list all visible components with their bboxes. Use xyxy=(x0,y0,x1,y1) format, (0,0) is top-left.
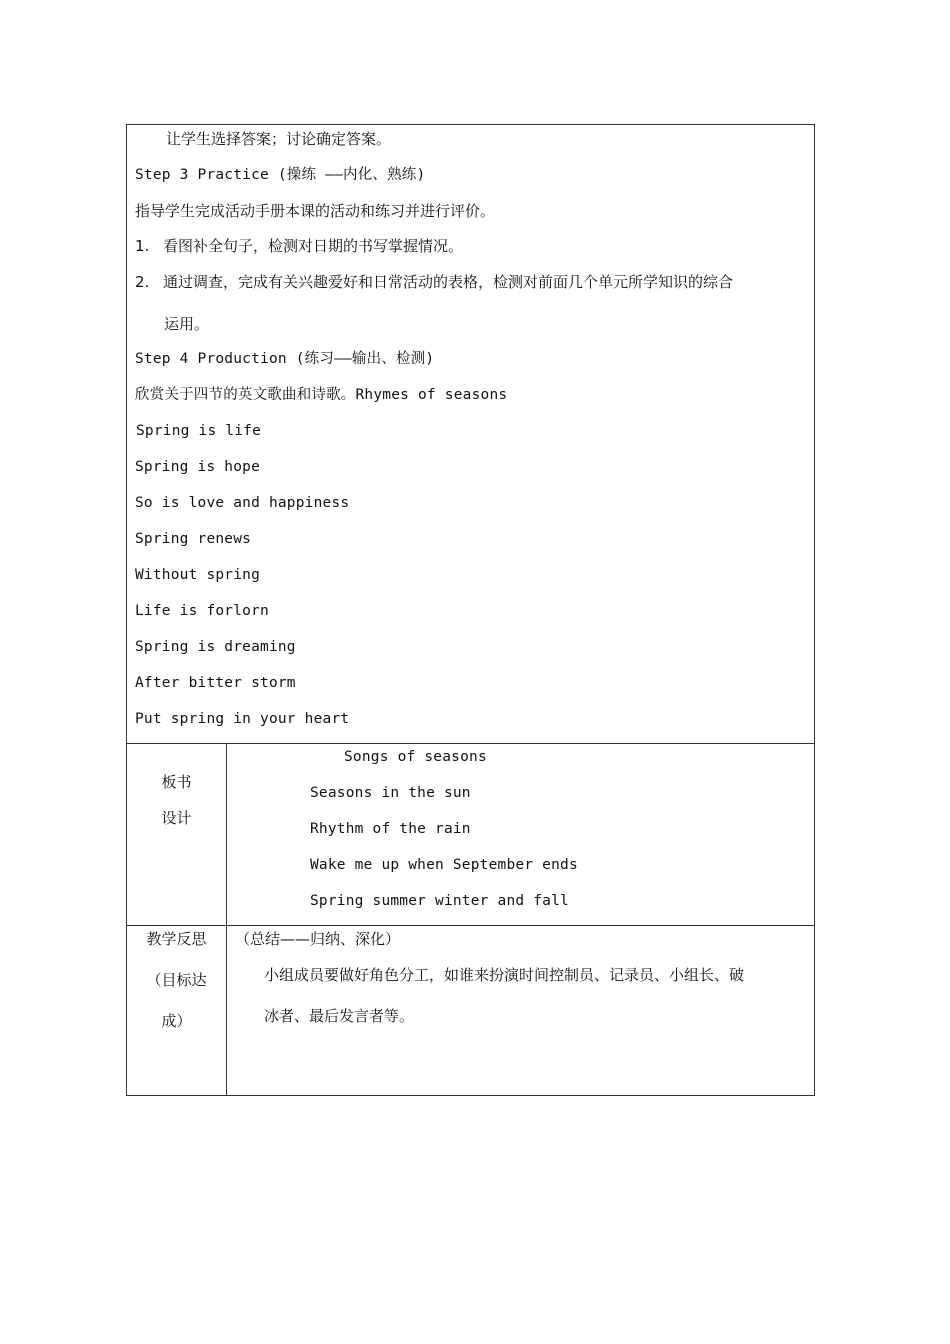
poem-line: Spring renews xyxy=(135,531,252,547)
row-divider-reflection xyxy=(127,925,814,926)
poem-line: Put spring in your heart xyxy=(135,711,350,727)
board-design-line: Seasons in the sun xyxy=(310,785,471,801)
reflection-label-line3: 成） xyxy=(161,1012,192,1030)
step3-description: 指导学生完成活动手册本课的活动和练习并进行评价。 xyxy=(135,202,496,220)
reflection-label-line1: 教学反思 xyxy=(146,930,207,948)
step4-description: 欣赏关于四节的英文歌曲和诗歌。Rhymes of seasons xyxy=(135,387,508,403)
board-design-line: Rhythm of the rain xyxy=(310,821,471,837)
list-item-2-continued: 运用。 xyxy=(164,315,210,333)
poem-line: After bitter storm xyxy=(135,675,296,691)
list-item-1-text: 看图补全句子，检测对日期的书写掌握情况。 xyxy=(163,237,464,255)
poem-line: Spring is hope xyxy=(135,459,261,475)
step4-heading: Step 4 Production (练习——输出、检测) xyxy=(135,351,435,367)
reflection-body-line1: 小组成员要做好角色分工，如谁来扮演时间控制员、记录员、小组长、破 xyxy=(264,966,745,984)
board-design-line: Wake me up when September ends xyxy=(310,857,578,873)
list-item-1-number: 1. xyxy=(135,237,150,255)
row-divider-board xyxy=(127,743,814,744)
poem-line: So is love and happiness xyxy=(135,495,350,511)
poem-line: Without spring xyxy=(135,567,261,583)
column-divider xyxy=(226,743,227,1096)
reflection-summary-heading: （总结——归纳、深化） xyxy=(235,930,401,948)
poem-line: Spring is dreaming xyxy=(135,639,296,655)
list-item-2-number: 2. xyxy=(135,273,150,291)
list-item-1 xyxy=(135,236,463,256)
reflection-label-line2: （目标达 xyxy=(146,971,207,989)
intro-line: 让学生选择答案；讨论确定答案。 xyxy=(166,130,392,148)
board-design-title: Songs of seasons xyxy=(344,749,487,765)
list-item-2 xyxy=(135,272,733,292)
list-item-2-text: 通过调查，完成有关兴趣爱好和日常活动的表格，检测对前面几个单元所学知识的综合 xyxy=(163,273,734,291)
step3-heading: Step 3 Practice (操练 ——内化、熟练) xyxy=(135,167,426,183)
board-design-line: Spring summer winter and fall xyxy=(310,893,569,909)
lesson-plan-table xyxy=(126,124,815,1096)
board-design-label-line1: 板书 xyxy=(161,773,192,791)
poem-line: Spring is life xyxy=(136,423,262,439)
reflection-body-line2: 冰者、最后发言者等。 xyxy=(264,1007,415,1025)
board-design-label-line2: 设计 xyxy=(161,809,192,827)
poem-line: Life is forlorn xyxy=(135,603,269,619)
